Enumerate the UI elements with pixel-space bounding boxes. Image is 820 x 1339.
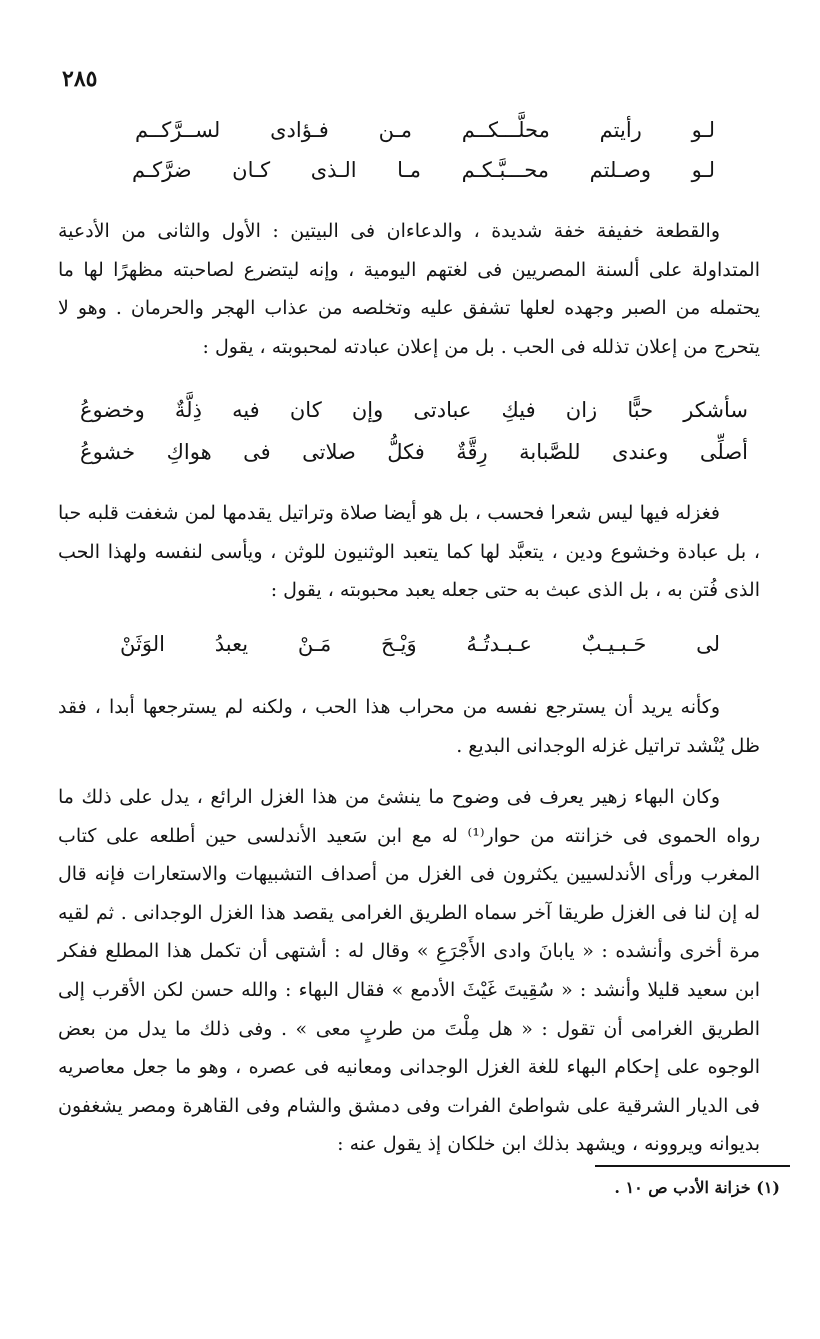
verse-word: رأيتم (599, 118, 642, 142)
footnote: (١) خزانة الأدب ص ١٠ . (614, 1178, 780, 1197)
verse-word: وعندى (611, 440, 669, 464)
verse-word: لـو (691, 158, 715, 182)
poem2-line2 (80, 440, 748, 464)
verse-word: رِقَّةٌ (456, 440, 488, 464)
verse-word: الوَثَنْ (120, 632, 165, 656)
verse-word: سأشكر (683, 398, 748, 422)
poem3-line (120, 632, 720, 656)
paragraph-3: وكأنه يريد أن يسترجع نفسه من محراب هذا الحب ، ولكنه لم يسترجعها أبدا ، فقد ظل يُنْشد تراتيل غزله الوجدانى البديع . (58, 696, 760, 757)
footnote-divider (595, 1165, 790, 1167)
verse-word: كـان (232, 158, 271, 182)
verse-word: فكلُّ (387, 440, 425, 464)
verse-word: للصَّبابة (519, 440, 581, 464)
verse-word: صلاتى (302, 440, 356, 464)
poem1-line2 (132, 158, 715, 182)
verse-word: يعبدُ (214, 632, 249, 656)
verse-word: لى (696, 632, 720, 656)
poem2-line1 (80, 398, 748, 422)
paragraph-4: وكان البهاء زهير يعرف فى وضوح ما ينشئ من هذا الغزل الرائع ، يدل على ذلك ما رواه الحموى فى خزانته من حوار⁽¹⁾ له مع ابن سَعيد الأندلسى حين أطلعه على كتاب المغرب ورأى الأندلسيين يكثرون فى الغزل من أصداف التشبيهات والاستعارات فإنه قال له إن لنا فى الغزل طريقا آخر سماه الطريق الغرامى يقصد هذا الغزل الوجدانى . ثم لقيه مرة أخرى وأنشده : « يابانَ وادى الأَجْرَعِ » وقال له : أشتهى أن تكمل هذا المطلع ففكر ابن سعيد قليلا وأنشد : « سُقِيتَ غَيْثَ الأدمع » فقال البهاء : والله حسن لكن الأقرب إلى الطريق الغرامى أن تقول : « هل مِلْتَ من طربٍ معى » . وفى ذلك ما يدل من بعض الوجوه على إحكام البهاء للغة الغزل الوجدانى ومعانيه فى عصره ، وهو ما جعل معاصريه فى الديار الشرقية على شواطئ الفرات وفى دمشق والشام وفى القاهرة ومصر يشغفون بديوانه ويروونه ، ويشهد بذلك ابن خلكان إذ يقول عنه : (58, 786, 761, 1156)
verse-word: مَـنْ (297, 632, 332, 656)
verse-word: زان (565, 398, 598, 422)
verse-word: مـن (378, 118, 412, 142)
paragraph-2: فغزله فيها ليس شعرا فحسب ، بل هو أيضا صلاة وتراتيل يقدمها لمن شغفت قلبه حبا ، بل عبادة وخشوع ودين ، يتعبَّد لها كما يتعبد الوثنيون للوثن ، ويأسى لنفسه ولهذا الحب الذى فُتن به ، بل الذى عبث به حتى جعله يعبد محبوبته ، يقول : (58, 502, 760, 602)
verse-word: وإن (351, 398, 384, 422)
verse-word: فيكِ (501, 398, 536, 422)
verse-word: عـبـدتُـهُ (466, 632, 532, 656)
verse-word: الـذى (310, 158, 357, 182)
verse-word: ضرَّكـم (132, 158, 192, 182)
poem1-line1 (135, 118, 715, 142)
verse-word: حَـبـيـبٌ (581, 632, 647, 656)
verse-word: وصـلتم (589, 158, 652, 182)
verse-word: كان (289, 398, 322, 422)
verse-word: وَيْـحَ (380, 632, 417, 656)
verse-word: فى (243, 440, 271, 464)
verse-word: خشوعُ (80, 440, 136, 464)
verse-word: حبًّا (627, 398, 654, 422)
verse-word: ذِلَّةٌ (174, 398, 202, 422)
verse-word: فيه (232, 398, 260, 422)
verse-word: لســرَّكــم (135, 118, 221, 142)
page-number: ٢٨٥ (62, 66, 98, 92)
verse-word: أصلِّى (699, 440, 748, 464)
verse-word: هواكِ (166, 440, 212, 464)
verse-word: مـا (397, 158, 421, 182)
verse-word: عبادتى (413, 398, 472, 422)
paragraph-1: والقطعة خفيفة خفة شديدة ، والدعاءان فى البيتين : الأول والثانى من الأدعية المتداولة على ألسنة المصريين فى لغتهم اليومية ، وإنه ليتضرع لصاحبته مظهرًا لها ما يحتمله من الصبر وجهده لعلها تشفق عليه وتخلصه من عذاب الهجر والحرمان . وهو لا يتحرج من إعلان تذلله فى الحب . بل من إعلان عبادته لمحبوبته ، يقول : (58, 220, 760, 358)
verse-word: وخضوعُ (80, 398, 145, 422)
verse-word: محلَّـــكــم (461, 118, 550, 142)
verse-word: فـؤادى (270, 118, 329, 142)
verse-word: محـــبَّـكـم (461, 158, 550, 182)
verse-word: لـو (691, 118, 715, 142)
